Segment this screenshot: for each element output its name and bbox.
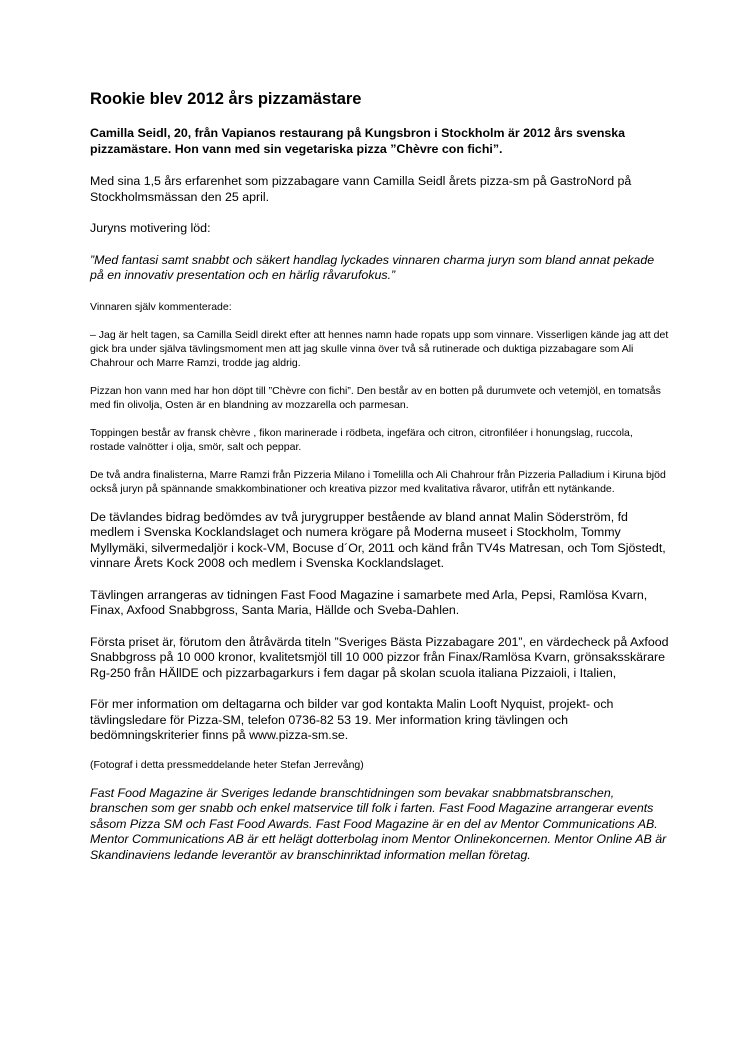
article-lead: Camilla Seidl, 20, från Vapianos restaurang på Kungsbron i Stockholm är 2012 års svenska pizzamästare. Hon vann med sin vegetariska pizza ”Chèvre con fichi”. bbox=[90, 126, 626, 156]
boilerplate: Fast Food Magazine är Sveriges ledande branschtidningen som bevakar snabbmatsbranschen, branschen som ger snabb och enkel matservice till folk i farten. Fast Food Magazine arrangerar events såsom Pizza SM och Fast Food Awards. Fast Food Magazine är en del av Mentor Communications AB. Mentor Communications AB är ett helägt dotterbolag inom Mentor Onlinekoncernen. Mentor Online AB är Skandinaviens ledande leverantör av branschinriktad information mellan företag. bbox=[90, 785, 667, 862]
photo-credit: (Fotograf i detta pressmeddelande heter Stefan Jerrevång) bbox=[90, 758, 364, 771]
paragraph-experience: Med sina 1,5 års erfarenhet som pizzabagare vann Camilla Seidl årets pizza-sm på GastroNord på Stockholmsmässan den 25 april. bbox=[90, 174, 632, 204]
paragraph-jury: De tävlandes bidrag bedömdes av två jurygrupper bestående av bland annat Malin Söderström, fd medlem i Svenska Kocklandslaget och numera krögare på Moderna museet i Stockholm, Tommy Myllymäki, silvermedaljör i kock-VM, Bocuse d´Or, 2011 och känd från TV4s Matresan, och Tom Sjöstedt, vinnare Årets Kock 2008 och medlem i Svenska Kocklandslaget. bbox=[90, 509, 666, 570]
jury-quote: ”Med fantasi samt snabbt och säkert handlag lyckades vinnaren charma juryn som bland annat pekade på en innovativ presentation och en härlig råvarufokus.” bbox=[90, 252, 655, 282]
paragraph-finalists: De två andra finalisterna, Marre Ramzi från Pizzeria Milano i Tomelilla och Ali Chahrour från Pizzeria Palladium i Kiruna bjöd också juryn på spännande smakkombinationer och kreativa pizzor med kvalitativa råvaror, utifrån ett nytänkande. bbox=[90, 468, 666, 495]
paragraph-sponsors: Tävlingen arrangeras av tidningen Fast Food Magazine i samarbete med Arla, Pepsi, Ramlösa Kvarn, Finax, Axfood Snabbgross, Santa Maria, Hällde och Sveba-Dahlen. bbox=[90, 587, 648, 617]
article-title: Rookie blev 2012 års pizzamästare bbox=[90, 90, 362, 108]
paragraph-winner-intro: Vinnaren själv kommenterade: bbox=[90, 300, 232, 313]
paragraph-prize: Första priset är, förutom den åtråvärda titeln ”Sveriges Bästa Pizzabagare 201”, en värdecheck på Axfood Snabbgross på 10 000 kronor, kvalitetsmjöl till 10 000 pizzor från Finax/Ramlösa Kvarn, grönsaksskärare Rg-250 från HÄllDE och pizzarbagarkurs i fem dagar på skolan scuola italiana Pizzaioli, i Italien, bbox=[90, 634, 669, 680]
press-release bbox=[90, 89, 670, 863]
paragraph-winner-comment: – Jag är helt tagen, sa Camilla Seidl direkt efter att hennes namn hade ropats upp som vinnare. Visserligen kände jag att det gick bra under själva tävlingsmoment men att jag skulle vinna över två så rutinerade och duktiga pizzabagare som Ali Chahrour och Marre Ramzi, trodde jag aldrig. bbox=[90, 328, 669, 369]
paragraph-contact: För mer information om deltagarna och bilder var god kontakta Malin Looft Nyquist, projekt- och tävlingsledare för Pizza-SM, telefon 0736-82 53 19. Mer information kring tävlingen och bedömningskriterier finns på www.pizza-sm.se. bbox=[90, 697, 614, 742]
paragraph-pizza: Pizzan hon vann med har hon döpt till ”Chèvre con fichi”. Den består av en botten på durumvete och vetemjöl, en tomatsås med fin olivolja, Osten är en blandning av mozzarella och parmesan. bbox=[90, 384, 661, 411]
paragraph-topping: Toppingen består av fransk chèvre , fikon marinerade i rödbeta, ingefära och citron, citronfiléer i honungslag, ruccola, rostade valnötter i olja, smör, salt och peppar. bbox=[90, 426, 633, 453]
paragraph-jury-intro: Juryns motivering löd: bbox=[90, 221, 211, 235]
